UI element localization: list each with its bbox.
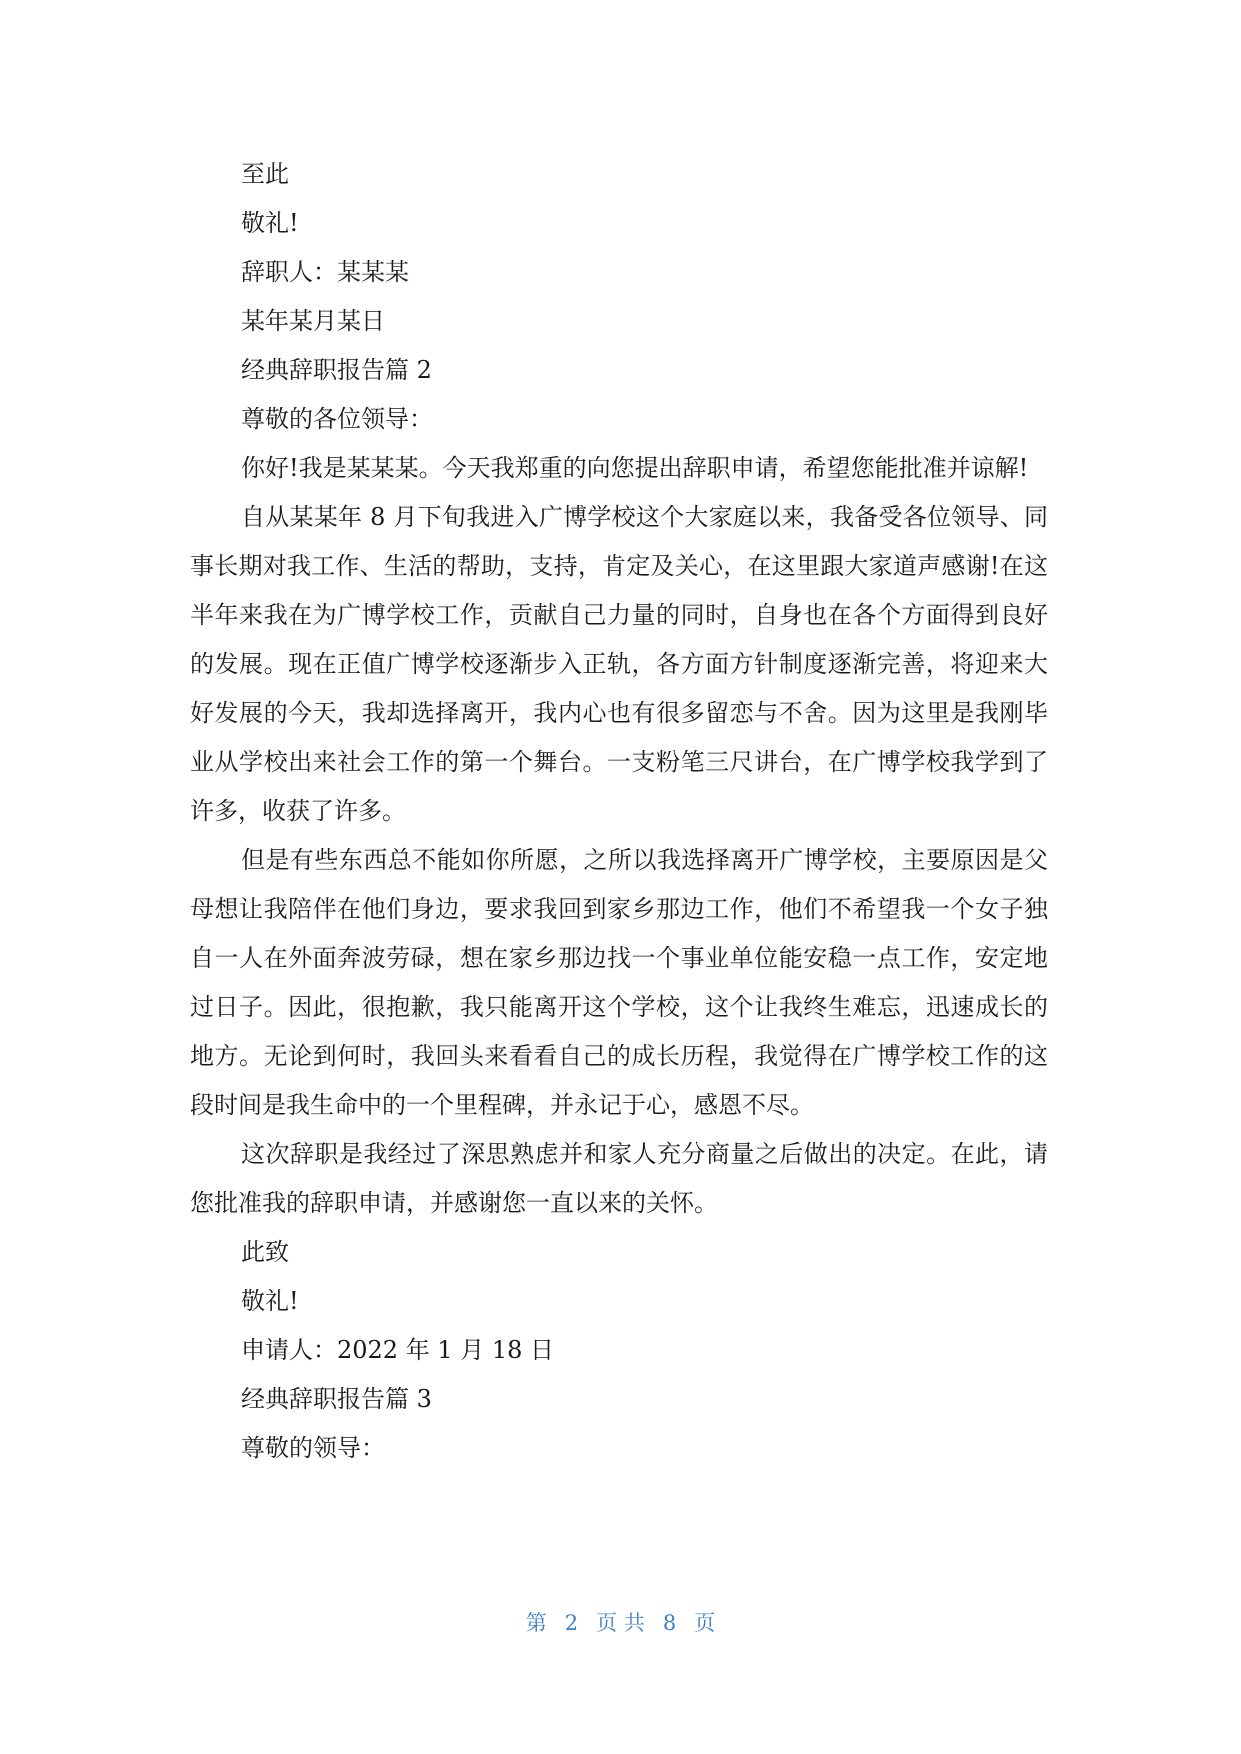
body-paragraph: 但是有些东西总不能如你所愿，之所以我选择离开广博学校，主要原因是父母想让我陪伴在他们身边，要求我回到家乡那边工作，他们不希望我一个女子独自一人在外面奔波劳碌，想在家乡那边找一个事业单位能安稳一点工作，安定地过日子。因此，很抱歉，我只能离开这个学校，这个让我终生难忘，迅速成长的地方。无论到何时，我回头来看看自己的成长历程，我觉得在广博学校工作的这段时间是我生命中的一个里程碑，并永记于心，感恩不尽。	[190, 846, 1048, 1119]
footer-ye: 页	[694, 1611, 716, 1635]
body-paragraph: 这次辞职是我经过了深思熟虑并和家人充分商量之后做出的决定。在此，请您批准我的辞职申请，并感谢您一直以来的关怀。	[190, 1140, 1048, 1217]
salutation-line: 敬礼!	[241, 209, 299, 237]
section-title: 经典辞职报告篇 2	[241, 356, 432, 384]
footer-di: 第	[525, 1611, 547, 1635]
signature-line: 辞职人：某某某	[241, 258, 409, 286]
body-paragraph: 自从某某年 8 月下旬我进入广博学校这个大家庭以来，我备受各位领导、同事长期对我工作、生活的帮助，支持，肯定及关心，在这里跟大家道声感谢!在这半年来我在为广博学校工作，贡献自己力量的同时，自身也在各个方面得到良好的发展。现在正值广博学校逐渐步入正轨，各方面方针制度逐渐完善，将迎来大好发展的今天，我却选择离开，我内心也有很多留恋与不舍。因为这里是我刚毕业从学校出来社会工作的第一个舞台。一支粉笔三尺讲台，在广博学校我学到了许多，收获了许多。	[190, 503, 1048, 825]
date-line: 某年某月某日	[241, 307, 385, 335]
body-paragraph: 你好!我是某某某。今天我郑重的向您提出辞职申请，希望您能批准并谅解!	[241, 454, 1029, 482]
greeting-line: 尊敬的领导：	[241, 1434, 385, 1462]
document-body	[190, 150, 1048, 1473]
greeting-line: 尊敬的各位领导：	[241, 405, 433, 433]
salutation-line: 敬礼!	[241, 1287, 299, 1315]
footer-page-number: 2	[564, 1611, 579, 1635]
footer-total-pages: 8	[662, 1611, 677, 1635]
closing-line: 至此	[241, 160, 289, 188]
section-title: 经典辞职报告篇 3	[241, 1385, 432, 1413]
footer-ye-gong: 页 共	[596, 1611, 645, 1635]
page-footer	[0, 1607, 1241, 1637]
applicant-date-line: 申请人：2022 年 1 月 18 日	[241, 1336, 555, 1364]
closing-line: 此致	[241, 1238, 289, 1266]
